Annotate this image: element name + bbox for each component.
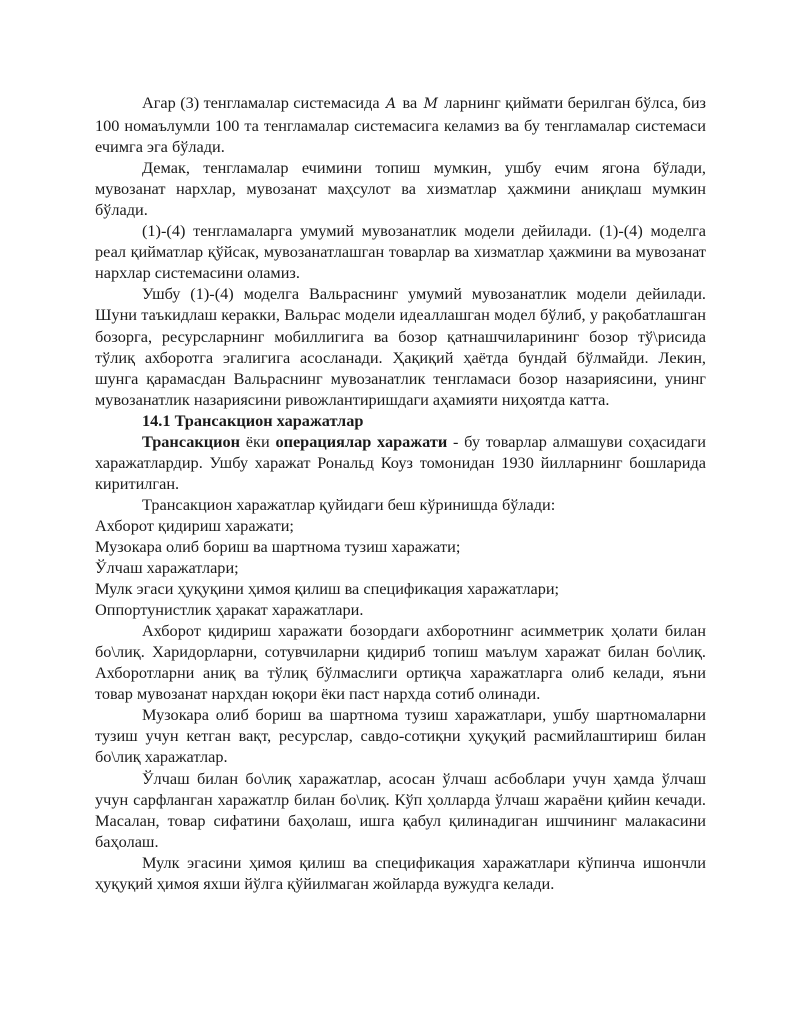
paragraph-property-rights-costs: Мулк эгасини ҳимоя қилиш ва спецификация харажатлари кўпинча ишончли ҳуқуқий ҳимоя яхши йўлга қўйилмаган жойларда вужудга келади. [95,852,706,893]
paragraph-information-costs: Ахборот қидириш харажати бозордаги ахборотнинг асимметрик ҳолати билан бо\лиқ. Харидорларни, сотувчиларни қидириб топиш маълум харажат билан бо\лиқ. Ахборотларни аниқ ва тўлиқ бўлмаслиги ортиқча харажатларга олиб келади, яъни товар мувозанат нархдан юқори ёки паст нархда сотиб олинади. [95,621,706,704]
paragraph-equations-system [95,92,706,157]
paragraph-transaction-definition [95,431,706,494]
math-variable-m: M [423,96,438,112]
paragraph-solution: Демак, тенгламалар ечимини топиш мумкин, ушбу ечим ягона бўлади, мувозанат нархлар, мувозанат маҳсулот ва хизматлар ҳажмини аниқлаш мумкин бўлади. [95,158,706,220]
paragraph-list-intro: Трансакцион харажатлар қуйидаги беш кўринишда бўлади: [142,494,556,514]
text-span: ёки [240,431,276,451]
list-item: Мулк эгаси ҳуқуқини ҳимоя қилиш ва спецификация харажатлари; [95,579,560,599]
paragraph-negotiation-costs: Музокара олиб бориш ва шартнома тузиш харажатлари, ушбу шартномаларни тузиш учун кетган вақт, ресурслар, савдо-сотиқни ҳуқуқий расмийлаштириш билан бо\лиқ харажатлар. [95,705,706,767]
math-variable-a: A [386,96,397,112]
list-item: Оппортунистлик ҳаракат харажатлари. [95,600,364,620]
paragraph-measurement-costs: Ўлчаш билан бо\лиқ харажатлар, асосан ўлчаш асбоблари учун ҳамда ўлчаш учун сарфланган харажатлр билан бо\лиқ. Кўп ҳолларда ўлчаш жараёни қийин кечади. Масалан, товар сифатини баҳолаш, ишга қабул қилинадиган ишчининг малакасини баҳолаш. [95,768,706,851]
list-item: Ахборот қидириш харажати; [95,515,294,535]
document-page [95,92,706,894]
bold-term: операциялар харажати [275,431,448,451]
list-item: Ўлчаш харажатлари; [95,558,239,578]
section-heading: 14.1 Трансакцион харажатлар [142,410,364,430]
text-span: ва [398,93,422,112]
paragraph-equilibrium-model: (1)-(4) тенгламаларга умумий мувозанатлик модели дейилади. (1)-(4) моделга реал қийматлар қўйсак, мувозанатлашган товарлар ва хизматлар ҳажмини ва мувозанат нархлар системасини оламиз. [95,221,706,283]
bold-term: Трансакцион [142,431,241,451]
list-item: Музокара олиб бориш ва шартнома тузиш харажати; [95,536,461,556]
text-span: ларнинг қиймати берилган бўлса, биз 100 номаълумли 100 та тенгламалар системасига келамиз ва бу тенгламалар системаси ечимга эга бўлади. [95,93,706,157]
paragraph-walras-model: Ушбу (1)-(4) моделга Вальраснинг умумий мувозанатлик модели дейилади. Шуни таъкидлаш керакки, Вальрас модели идеаллашган модел бўлиб, у рақобатлашган бозорга, ресурсларнинг мобиллигига ва бозор қатнашчиларининг бозор тў\рисида тўлиқ ахборотга эгалигига асосланади. Ҳақиқий ҳаётда бундай бўлмайди. Лекин, шунга қарамасдан Вальраснинг мувозанатлик тенгламаси бозор назариясини, унинг мувозанатлик назариясини ривожлантиришдаги аҳамияти ниҳоятда катта. [95,284,706,409]
text-span: - бу товарлар алмашуви соҳасидаги харажатлардир. Ушбу харажат Рональд Коуз томонидан 1930 йилларнинг бошларида киритилган. [95,431,706,493]
text-span: Агар (3) тенгламалар системасида [142,93,385,112]
